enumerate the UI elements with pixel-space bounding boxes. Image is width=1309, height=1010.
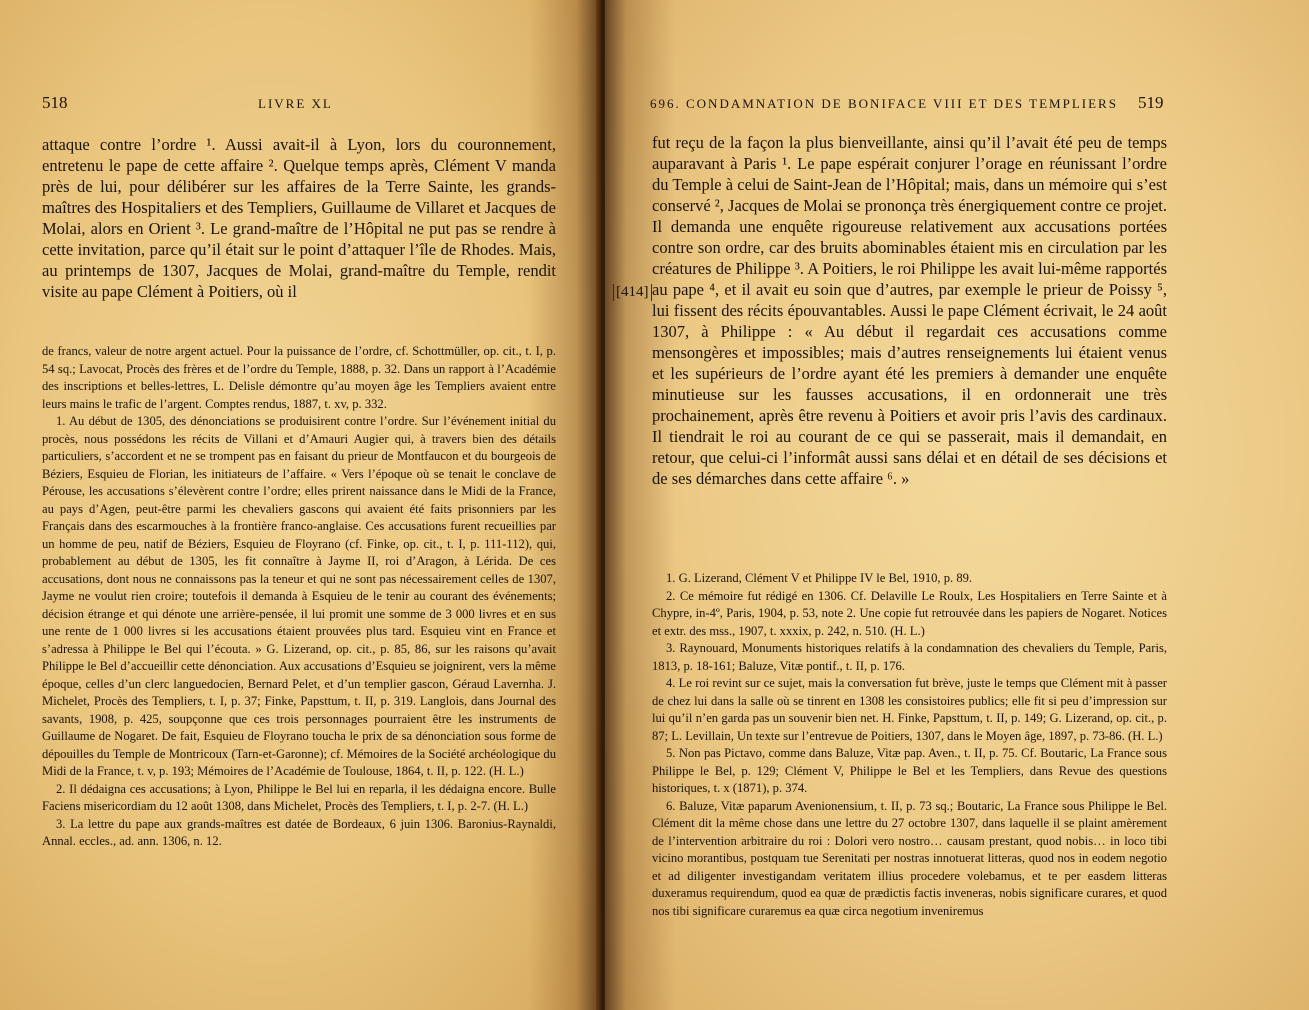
footnote: 3. Raynouard, Monuments historiques relatifs à la condamnation des chevaliers du Temple, Paris, 1813, p. 18-161; Baluze, Vitæ pontif., t. II, p. 176. (652, 641, 1167, 673)
main-paragraph: fut reçu de la façon la plus bienveillante, ainsi qu’il l’avait été peu de temps auparavant à Paris ¹. Le pape espérait conjurer l’orage en réunissant l’ordre du Temple à celui de Saint-Jean de l’Hôpital; mais, dans un mémoire qui s’est conservé ², Jacques de Molai se prononça très énergiquement contre ce projet. Il demanda une enquête rigoureuse relativement aux accusations portées contre son ordre, car des bruits abominables étaient mis en circulation par les créatures de Philippe ³. A Poitiers, le roi Philippe les avait lui-même rapportés au pape ⁴, et il avait eu soin que d’autres, par exemple le prieur de Poissy ⁵, lui fissent des récits épouvantables. Aussi le pape Clément écrivait, le 24 août 1307, à Philippe : « Au début il regardait ces accusations comme mensongères et impossibles; mais d’autres renseignements lui étaient venus et les supérieurs de l’ordre ayant été les premiers à demander une enquête minutieuse sur les fausses accusations, il en ordonnerait une très prochainement, après être revenu à Poitiers et avoir pris l’avis des cardinaux. Il tiendrait le roi au courant de ce qui se passerait, mais il demandait, en retour, que celui-ci l’informât aussi sans délai et en détail de ses décisions et de ses démarches dans cette affaire ⁶. » (652, 133, 1167, 488)
running-head: LIVRE XL (258, 96, 333, 111)
page-number: 518 (42, 93, 68, 112)
running-head: 696. CONDAMNATION DE BONIFACE VIII ET DES TEMPLIERS (650, 96, 1118, 111)
footnote: 1. Au début de 1305, des dénonciations se produisirent contre l’ordre. Sur l’événement initial du procès, nous possédons les récits de Villani et d’Amauri Augier qui, à travers bien des détails particuliers, s’accordent et ne se trompent pas en faisant du prieur de Montfaucon et du bourgeois de Béziers, Esquieu de Florian, les initiateurs de l’affaire. « Vers l’époque où se tenait le conclave de Pérouse, les accusations s’élevèrent contre l’ordre; elles prirent naissance dans le Midi de la France, au pays d’Agen, peut-être parmi les chevaliers gascons qui avaient été faits prisonniers par les Français dans des escarmouches à la frontière franco-anglaise. Ces accusations furent recueillies par un homme de peu, natif de Béziers, Esquieu de Floyrano (cf. Finke, op. cit., t. I, p. 111-112), qui, probablement au début de 1305, les fit connaître à Jayme II, roi d’Aragon, à Lérida. De ces accusations, dont nous ne connaissons pas la teneur et qui ne sont pas nécessairement celles de 1307, Jayme ne voulut rien croire; toutefois il demanda à Esquieu de le tenir au courant des événements; décision étrange et qui dénote une arrière-pensée, il lui promit une somme de 3 000 livres et en sus une rente de 1 000 livres si les accusations étaient prouvées plus tard. Esquieu vint en France et s’adressa à Philippe le Bel qui l’écouta. » G. Lizerand, op. cit., p. 85, 86, sur les raisons qu’avait Philippe le Bel d’accueillir cette dénonciation. Aux accusations d’Esquieu se joignirent, vers la même époque, celles d’un clerc languedocien, Bernard Pelet, et d’un templier gascon, Géraud Lavernha. J. Michelet, Procès des Templiers, t. I, p. 37; Finke, Papsttum, t. II, p. 319. Langlois, dans Journal des savants, 1908, p. 425, soupçonne que ces trois personnages pourraient être les instruments de Guillaume de Nogaret. De fait, Esquieu de Floyrano toucha le prix de sa dénonciation sous forme de dépouilles du Temple de Montricoux (Tarn-et-Garonne); cf. Mémoires de la Société archéologique du Midi de la France, t. v, p. 193; Mémoires de l’Académie de Toulouse, 1864, t. II, p. 122. (H. L.) (42, 414, 556, 778)
footnote: 2. Il dédaigna ces accusations; à Lyon, Philippe le Bel lui en reparla, il les dédaigna encore. Bulle Faciens misericordiam du 12 août 1308, dans Michelet, Procès des Templiers, t. I, p. 2-7. (H. L.) (42, 781, 556, 813)
footnote: 2. Ce mémoire fut rédigé en 1306. Cf. Delaville Le Roulx, Les Hospitaliers en Terre Sainte et à Chypre, in-4º, Paris, 1904, p. 53, note 2. Une copie fut retrouvée dans les papiers de Nogaret. Notices et extr. des mss., 1907, t. xxxix, p. 242, n. 510. (H. L.) (652, 588, 1167, 638)
main-text (652, 132, 1167, 489)
page-number: 519 (1138, 93, 1164, 112)
footnote: 1. G. Lizerand, Clément V et Philippe IV le Bel, 1910, p. 89. (666, 571, 973, 585)
footnote: 4. Le roi revint sur ce sujet, mais la conversation fut brève, juste le temps que Clément mit à passer de chez lui dans la salle où se tinrent en 1308 les consistoires publics; elle fit si peu d’impression sur lui qu’il n’en garda pas un souvenir bien net. H. Finke, Papsttum, t. II, p. 149; G. Lizerand, op. cit., p. 87; L. Levillain, Un texte sur l’entrevue de Poitiers, 1307, dans le Moyen âge, 1897, p. 73-86. (H. L.) (652, 676, 1167, 743)
footnote: 3. La lettre du pape aux grands-maîtres est datée de Bordeaux, 6 juin 1306. Baronius-Raynaldi, Annal. eccles., ad. ann. 1306, n. 12. (42, 816, 556, 848)
left-page (0, 0, 600, 1010)
margin-reference: [414] (613, 284, 652, 301)
footnotes (652, 570, 1167, 920)
right-page (605, 0, 1309, 1010)
footnote: 5. Non pas Pictavo, comme dans Baluze, Vitæ pap. Aven., t. II, p. 75. Cf. Boutaric, La France sous Philippe le Bel, p. 129; Clément V, Philippe le Bel et les Templiers, dans Revue des questions historiques, t. x (1871), p. 374. (652, 746, 1167, 795)
footnotes (42, 343, 556, 851)
main-paragraph: attaque contre l’ordre ¹. Aussi avait-il à Lyon, lors du couronnement, entretenu le pape de cette affaire ². Quelque temps après, Clément V manda près de lui, pour délibérer sur les affaires de la Terre Sainte, les grands-maîtres des Hospitaliers et des Templiers, Guillaume de Villaret et Jacques de Molai, alors en Orient ³. Le grand-maître de l’Hôpital ne put pas se rendre à cette invitation, parce qu’il était sur le point d’attaquer l’île de Rhodes. Mais, au printemps de 1307, Jacques de Molai, grand-maître du Temple, rendit visite au pape Clément à Poitiers, où il (42, 135, 556, 301)
footnote: de francs, valeur de notre argent actuel. Pour la puissance de l’ordre, cf. Schottmüller, op. cit., t. I, p. 54 sq.; Lavocat, Procès des frères et de l’ordre du Temple, 1888, p. 32. Dans un rapport à l’Académie des inscriptions et belles-lettres, L. Delisle démontre qu’au moyen âge les Templiers avaient entre leurs mains le trafic de l’argent. Comptes rendus, 1887, t. xv, p. 332. (42, 344, 556, 411)
footnote: 6. Baluze, Vitæ paparum Avenionensium, t. II, p. 73 sq.; Boutaric, La France sous Philippe le Bel. Clément dit la même chose dans une lettre du 27 octobre 1307, dans laquelle il se plaint amèrement de l’intervention arbitraire du roi : Dolori vero nostro… causam prestant, quod nobis… in loco tibi vicino morantibus, postquam tue Serenitati per nostras innotuerat litteras, quod nos in eodem negotio et ad diligenter investigandam veritatem illius procedere volebamus, et te per easdem litteras duxeramus requirendum, quod ea quæ de prædictis factis inveneras, nobis significare curares, et quod nos tibi significare curaremus ea quæ circa negotium inveniremus (652, 798, 1167, 918)
main-text (42, 134, 556, 302)
